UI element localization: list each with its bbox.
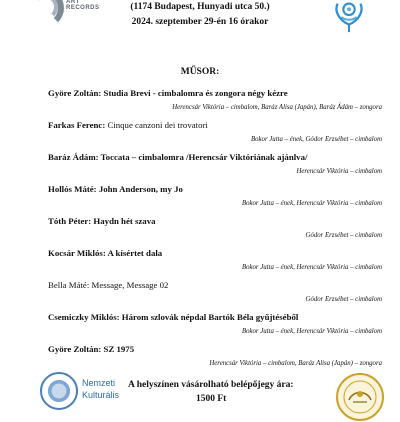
program-performers-6: Bokor Jutta – ének, Herencsár Viktória – cimbalom [241, 264, 382, 271]
program-item-8: Csemiczky Miklós: Három szlovák népdal Bartók Béla gyűjtéséből [48, 312, 299, 322]
program-performers-9: Herencsár Viktória – cimbalom, Baráz Alisa (Japán) – zongora [209, 360, 382, 367]
logo-text-line1: ART [66, 0, 80, 5]
program-item-7-work: Message, Message 02 [89, 280, 169, 290]
program-performers-7: Gódor Erzsébet – cimbalom [305, 296, 382, 303]
program-item-6: Kocsár Miklós: A kísértet dala [48, 248, 163, 258]
globe-icon [40, 372, 78, 410]
program-item-2-work: Cinque canzoni dei trovatori [105, 120, 208, 130]
program-item-9: Györe Zoltán: SZ 1975 [48, 344, 135, 354]
program-item-7-composer: Bella Máté: [48, 280, 90, 290]
event-datetime: 2024. szeptember 29-én 16 órakor [131, 17, 269, 27]
program-performers-2: Bokor Jutta – ének, Gódor Erzsébet – cimbalom [250, 136, 382, 143]
program-item-5: Tóth Péter: Haydn hét szava [48, 216, 156, 226]
program-performers-3: Herencsár Viktória – cimbalom [296, 168, 382, 175]
association-seal-icon [335, 372, 385, 422]
program-heading: MŰSOR: [180, 67, 220, 77]
program-item-2 [48, 120, 208, 130]
nka-logo-line2: Kulturális [82, 390, 120, 400]
ticket-price-label: A helyszínen vásárolható belépőjegy ára: [128, 380, 294, 390]
program-performers-8: Bokor Jutta – ének, Herencsár Viktória – cimbalom [241, 328, 382, 335]
program-performers-5: Gódor Erzsébet – cimbalom [305, 232, 382, 239]
program-item-3: Baráz Ádám: Toccata – cimbalomra /Herencsár Viktóriának ajánlva/ [48, 152, 308, 162]
program-performers-1: Herencsár Viktória – cimbalom, Baráz Alisa (Japán), Baráz Ádám – zongora [172, 104, 382, 111]
program-item-4: Hollós Máté: John Anderson, my Jo [48, 184, 183, 194]
program-item-7 [48, 280, 168, 290]
venue-address: (1174 Budapest, Hunyadi utca 50.) [130, 2, 270, 12]
program-item-1: Györe Zoltán: Studia Brevi - cimbalomra és zongora négy kézre [48, 88, 288, 98]
nka-logo-line1: Nemzeti [82, 378, 116, 388]
program-item-2-composer: Farkas Ferenc: [48, 120, 106, 130]
logo-text-line2: RECORDS [66, 5, 100, 11]
program-performers-4: Bokor Jutta – ének, Herencsár Viktória – cimbalom [241, 200, 382, 207]
ticket-price-value: 1500 Ft [196, 394, 227, 404]
